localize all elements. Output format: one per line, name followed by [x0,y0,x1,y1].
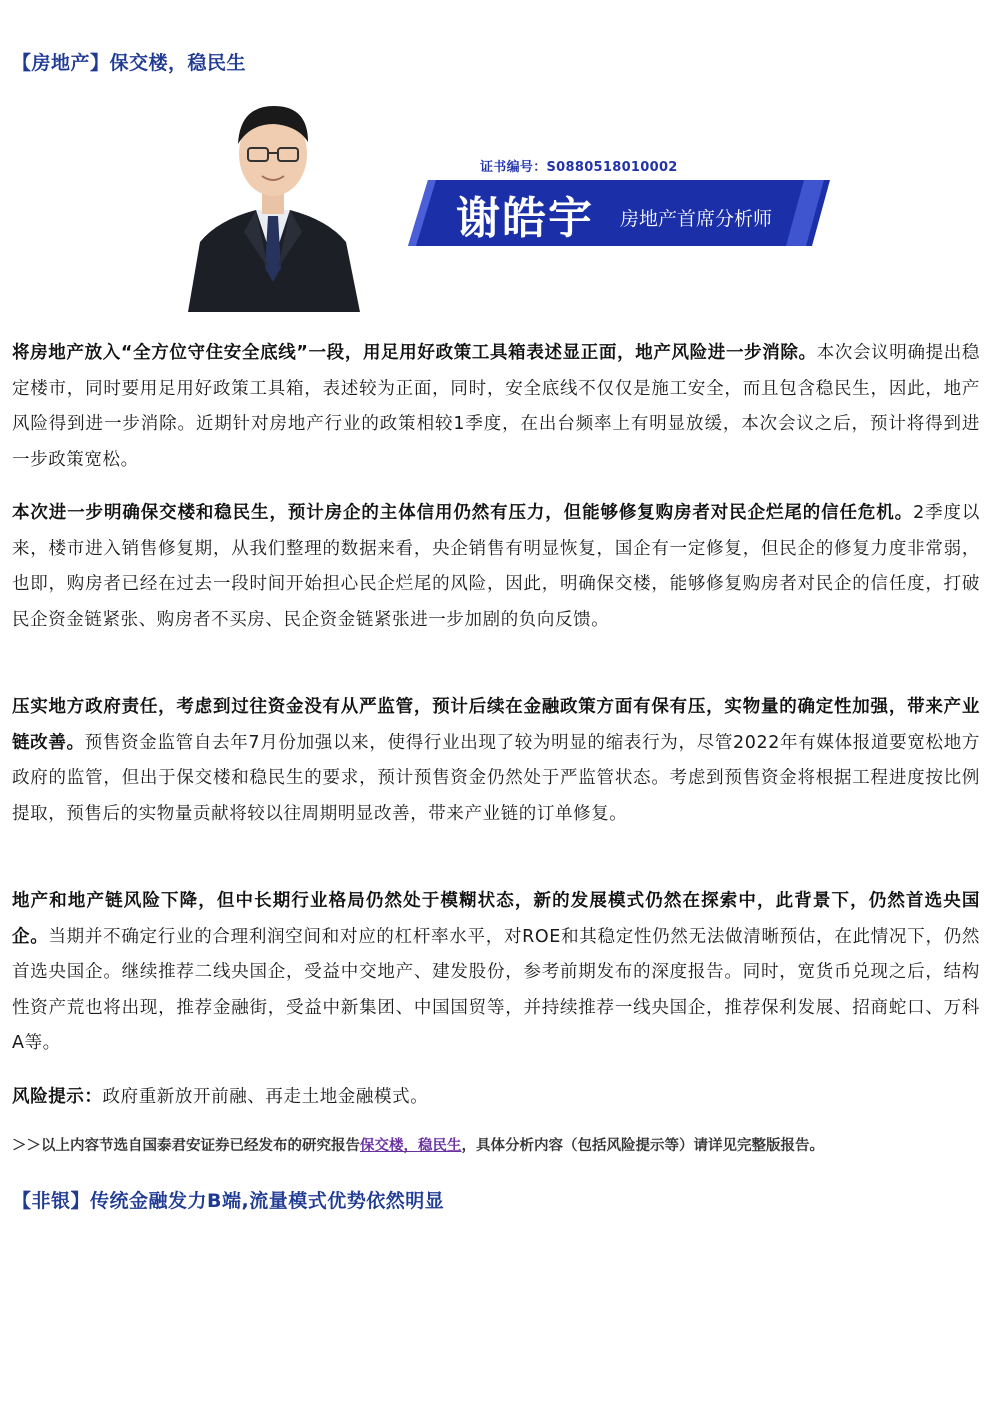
analyst-portrait [178,92,368,312]
paragraph-lead: 地产和地产链风险下降，但中长期行业格局仍然处于模糊状态，新的发展模式仍然在探索中，此背景下，仍然首选央国企。 [12,891,980,947]
paragraph [12,496,980,638]
source-note [12,1134,980,1155]
analyst-banner [178,92,838,312]
paragraph-body: 2季度以来，楼市进入销售修复期，从我们整理的数据来看，央企销售有明显恢复，国企有一定修复，但民企的修复力度非常弱，也即，购房者已经在过去一段时间开始担心民企烂尾的风险，因此，明确保交楼，能够修复购房者对民企的信任度，打破民企资金链紧张、购房者不买房、民企资金链紧张进一步加剧的负向反馈。 [12,503,980,630]
paragraph [12,884,980,1062]
certificate-number: 证书编号：S0880518010002 [480,160,678,175]
risk-text: 政府重新放开前融、再走土地金融模式。 [102,1087,429,1107]
paragraph [12,690,980,832]
report-link[interactable]: 保交楼，稳民生 [360,1138,462,1154]
section-title-non-bank: 【非银】传统金融发力B端,流量模式优势依然明显 [12,1190,445,1212]
paragraph-body: 预售资金监管自去年7月份加强以来，使得行业出现了较为明显的缩表行为，尽管2022年有媒体报道要宽松地方政府的监管，但出于保交楼和稳民生的要求，预计预售资金仍然处于严监管状态。考虑到预售资金将根据工程进度按比例提取，预售后的实物量贡献将较以往周期明显改善，带来产业链的订单修复。 [12,732,980,824]
analyst-nameplate [408,180,830,246]
analyst-role: 房地产首席分析师 [620,208,773,230]
paragraph-lead: 压实地方政府责任，考虑到过往资金没有从严监管，预计后续在金融政策方面有保有压，实物量的确定性加强，带来产业链改善。 [12,697,980,753]
section-title-real-estate: 【房地产】保交楼，稳民生 [12,52,247,74]
risk-label: 风险提示： [12,1087,103,1107]
risk-warning [12,1080,980,1116]
paragraph-body: 当期并不确定行业的合理利润空间和对应的杠杆率水平，对ROE和其稳定性仍然无法做清晰预估，在此情况下，仍然首选央国企。继续推荐二线央国企，受益中交地产、建发股份，参考前期发布的深度报告。同时，宽货币兑现之后，结构性资产荒也将出现，推荐金融街，受益中新集团、中国国贸等，并持续推荐一线央国企，推荐保利发展、招商蛇口、万科A等。 [12,926,981,1053]
paragraph [12,336,980,478]
note-prefix: ＞＞以上内容节选自国泰君安证券已经发布的研究报告 [12,1138,360,1154]
analyst-name: 谢皓宇 [456,193,594,244]
paragraph-body: 本次会议明确提出稳定楼市，同时要用足用好政策工具箱，表述较为正面，同时，安全底线不仅仅是施工安全，而且包含稳民生，因此，地产风险得到进一步消除。近期针对房地产行业的政策相较1季度，在出台频率上有明显放缓，本次会议之后，预计将得到进一步政策宽松。 [12,343,980,470]
paragraph-lead: 将房地产放入“全方位守住安全底线”一段，用足用好政策工具箱表述显正面，地产风险进一步消除。 [12,343,817,363]
paragraph-lead: 本次进一步明确保交楼和稳民生，预计房企的主体信用仍然有压力，但能够修复购房者对民企烂尾的信任危机。 [12,503,914,523]
note-suffix: ，具体分析内容（包括风险提示等）请详见完整版报告。 [461,1138,824,1154]
